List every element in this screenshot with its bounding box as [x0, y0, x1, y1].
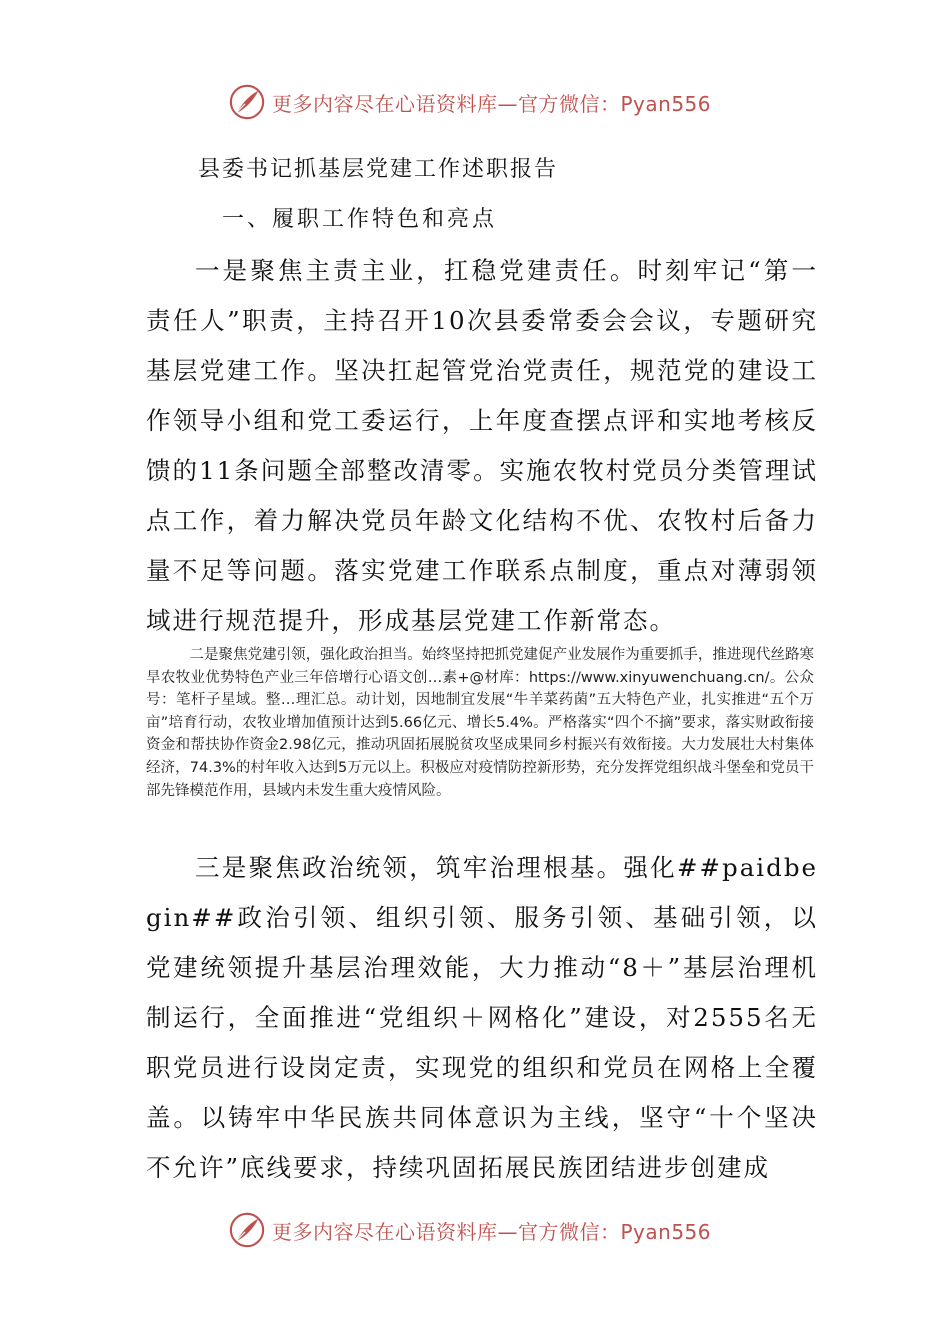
watermark-text: 更多内容尽在心语资料库—官方微信：Pyan556 [272, 91, 712, 116]
watermark-text: 更多内容尽在心语资料库—官方微信：Pyan556 [272, 1219, 712, 1244]
section-heading: 一、履职工作特色和亮点 [222, 207, 498, 232]
watermark-header [228, 80, 748, 124]
quill-pen-logo-icon [228, 83, 266, 121]
paragraph-second: 二是聚焦党建引领，强化政治担当。始终坚持把抓党建促产业发展作为重要抓手，推进现代丝路寒旱农牧业优势特色产业三年倍增行心语文创…素+@材库：https://www.xinyuwenchuang.cn/。公众号：笔杆子星域。整…理汇总。动计划，因地制宜发展“牛羊菜药菌”五大特色产业，扎实推进“五个万亩”培育行动，农牧业增加值预计达到5.66亿元、增长5.4%。严格落实“四个不摘”要求，落实财政衔接资金和帮扶协作资金2.98亿元，推动巩固拓展脱贫攻坚成果同乡村振兴有效衔接。大力发展壮大村集体经济，74.3%的村年收入达到5万元以上。积极应对疫情防控新形势，充分发挥党组织战斗堡垒和党员干部先锋模范作用，县域内未发生重大疫情风险。 [146, 647, 814, 799]
watermark-footer [228, 1208, 748, 1252]
quill-pen-logo-icon [228, 1211, 266, 1249]
document-title: 县委书记抓基层党建工作述职报告 [198, 157, 559, 182]
paragraph-first: 一是聚焦主责主业，扛稳党建责任。时刻牢记“第一责任人”职责，主持召开10次县委常委会会议，专题研究基层党建工作。坚决扛起管党治党责任，规范党的建设工作领导小组和党工委运行，上年度查摆点评和实地考核反馈的11条问题全部整改清零。实施农牧村党员分类管理试点工作，着力解决党员年龄文化结构不优、农牧村后备力量不足等问题。落实党建工作联系点制度，重点对薄弱领域进行规范提升，形成基层党建工作新常态。 [146, 256, 818, 635]
paragraph-third: 三是聚焦政治统领，筑牢治理根基。强化##paidbegin##政治引领、组织引领、服务引领、基础引领，以党建统领提升基层治理效能，大力推动“8＋”基层治理机制运行，全面推进“党组织＋网格化”建设，对2555名无职党员进行设岗定责，实现党的组织和党员在网格上全覆盖。以铸牢中华民族共同体意识为主线，坚守“十个坚决不允许”底线要求，持续巩固拓展民族团结进步创建成 [146, 853, 818, 1182]
